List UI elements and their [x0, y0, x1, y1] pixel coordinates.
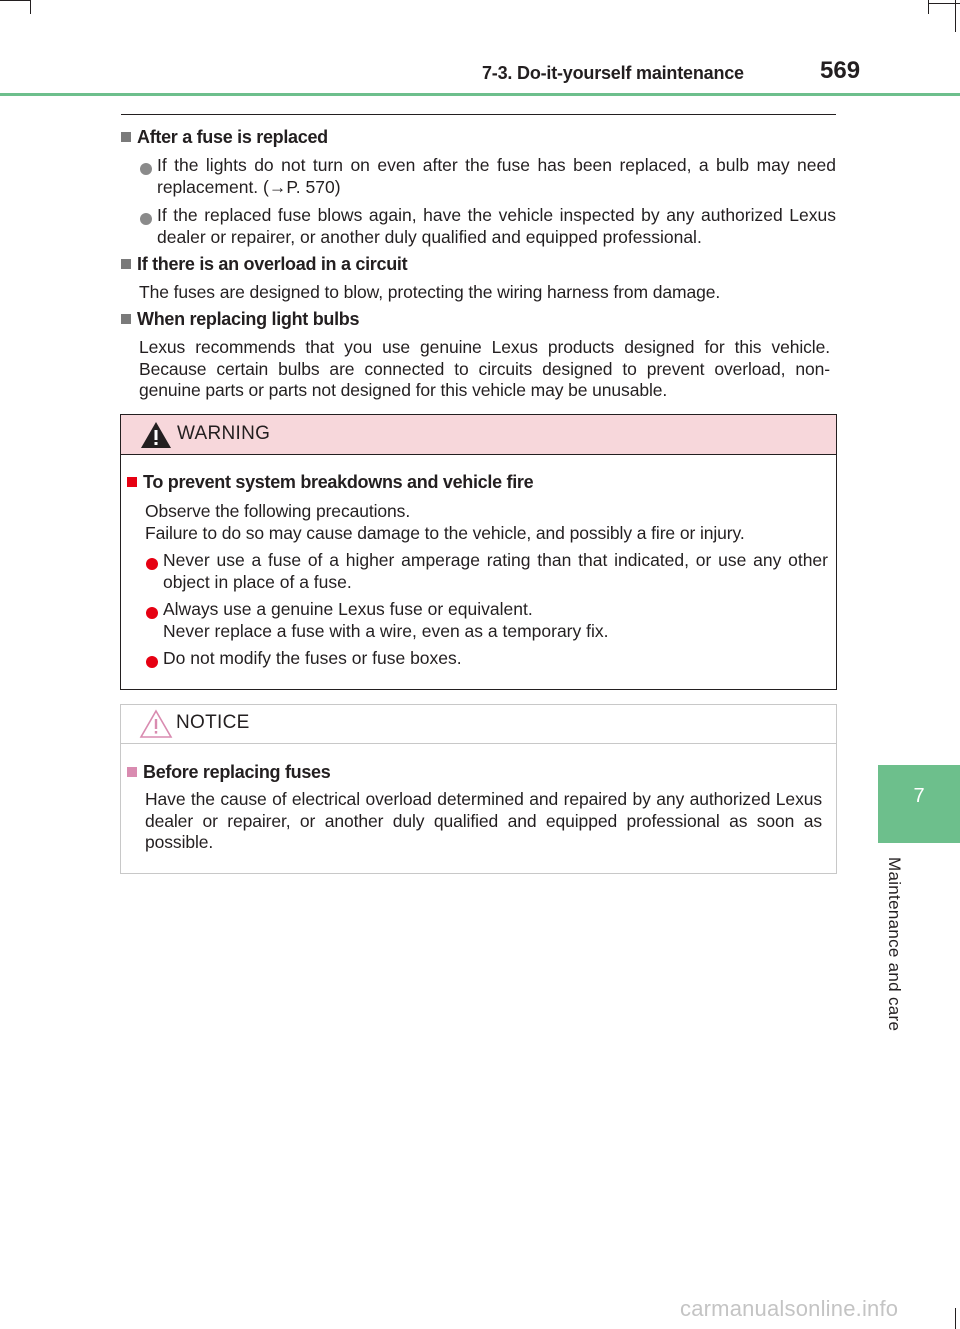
square-bullet-icon [121, 132, 131, 142]
warning-header [121, 415, 836, 455]
list-item: Always use a genuine Lexus fuse or equivalent. Never replace a fuse with a wire, even as a temporary fix. [163, 599, 828, 642]
list-item: Never use a fuse of a higher amperage rating than that indicated, or use any other object in place of a fuse. [163, 550, 828, 593]
section-heading: After a fuse is replaced [121, 127, 328, 148]
square-bullet-icon [121, 259, 131, 269]
notice-box [120, 704, 837, 874]
watermark: carmanualsonline.info [680, 1296, 899, 1321]
square-bullet-icon [127, 477, 137, 487]
notice-triangle-icon [139, 709, 173, 739]
circle-bullet-icon [146, 656, 158, 668]
chapter-number: 7 [913, 785, 925, 807]
crop-mark [30, 0, 31, 14]
content-rule [121, 114, 836, 115]
crop-mark [955, 0, 956, 32]
circle-bullet-icon [146, 607, 158, 619]
crop-mark [955, 1308, 956, 1329]
paragraph: Have the cause of electrical overload determined and repaired by any authorized Lexus dealer or repairer, or another duly qualified and equipped professional as soon as possible. [145, 789, 822, 852]
paragraph: Lexus recommends that you use genuine Lexus products designed for this vehicle. Because certain bulbs are connected to circuits designed to prevent overload, non-genuine parts or parts not designed for this vehicle may be unusable. [139, 337, 830, 400]
header-rule [0, 93, 960, 96]
chapter-tab [878, 765, 960, 843]
list-item: Do not modify the fuses or fuse boxes. [163, 648, 828, 670]
notice-header [121, 705, 836, 744]
paragraph: The fuses are designed to blow, protecting the wiring harness from damage. [139, 282, 721, 302]
square-bullet-icon [127, 767, 137, 777]
circle-bullet-icon [140, 213, 152, 225]
page-number: 569 [820, 57, 861, 84]
section-heading: If there is an overload in a circuit [121, 254, 407, 275]
square-bullet-icon [121, 314, 131, 324]
notice-label: NOTICE [176, 712, 250, 733]
list-item: If the replaced fuse blows again, have the vehicle inspected by any authorized Lexus dealer or repairer, or another duly qualified and equipped professional. [157, 205, 836, 248]
section-heading: When replacing light bulbs [121, 309, 359, 330]
circle-bullet-icon [140, 163, 152, 175]
list-item: If the lights do not turn on even after the fuse has been replaced, a bulb may need replacement. (→P. 570) [157, 155, 836, 198]
section-title: 7-3. Do-it-yourself maintenance [482, 63, 744, 83]
circle-bullet-icon [146, 558, 158, 570]
chapter-title: Maintenance and care [885, 857, 904, 1032]
notice-heading: Before replacing fuses [127, 762, 330, 783]
paragraph: Observe the following precautions. Failure to do so may cause damage to the vehicle, and possibly a fire or injury. [145, 501, 745, 543]
crop-mark [0, 0, 30, 1]
warning-box [120, 414, 837, 690]
warning-triangle-icon [140, 421, 172, 449]
warning-label: WARNING [177, 423, 271, 444]
warning-heading: To prevent system breakdowns and vehicle fire [127, 472, 533, 493]
